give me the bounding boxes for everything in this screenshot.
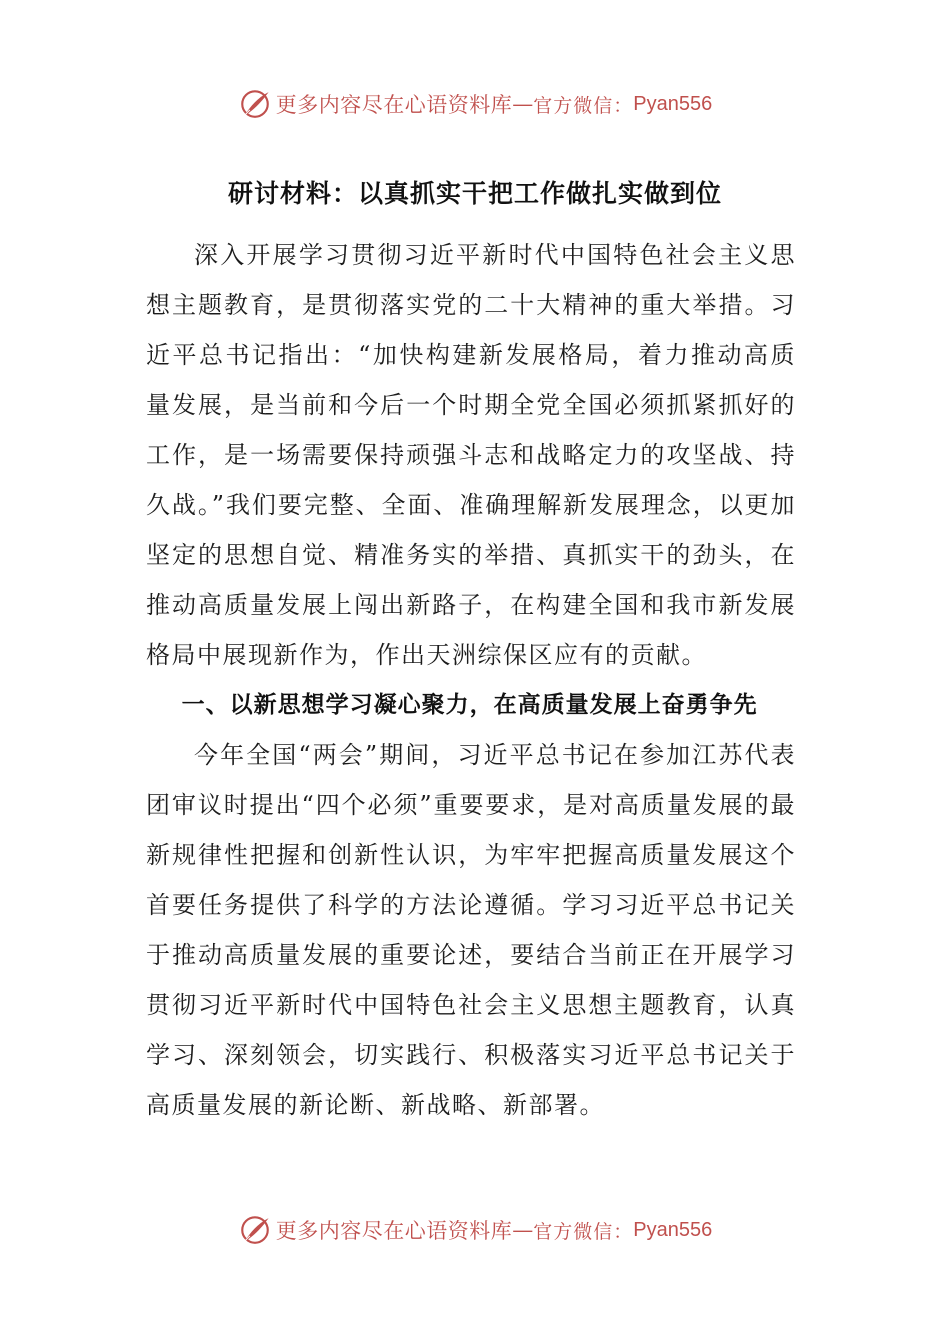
banner-dash: — — [512, 1218, 534, 1242]
footer-banner — [0, 1210, 950, 1250]
document-title: 研讨材料：以真抓实干把工作做扎实做到位 — [227, 179, 722, 208]
banner-sub-text: 官方微信： — [533, 1220, 634, 1243]
banner-main-text: 更多内容尽在心语资料库 — [275, 1219, 513, 1243]
banner-wechat-id: Pyan556 — [633, 1218, 713, 1241]
section-heading: 一、以新思想学习凝心聚力，在高质量发展上奋勇争先 — [181, 692, 758, 718]
banner-dash: — — [512, 92, 534, 116]
header-banner — [0, 84, 950, 124]
body-paragraph: 今年全国“两会”期间，习近平总书记在参加江苏代表团审议时提出“四个必须”重要要求，是对高质量发展的最新规律性把握和创新性认识，为牢牢把握高质量发展这个首要任务提供了科学的方法论遵循。学习习近平总书记关于推动高质量发展的重要论述，要结合当前正在开展学习贯彻习近平新时代中国特色社会主义思想主题教育，认真学习、深刻领会，切实践行、积极落实习近平总书记关于高质量发展的新论断、新战略、新部署。 — [146, 741, 796, 1119]
quill-logo-icon — [238, 87, 272, 121]
quill-logo-icon — [238, 1213, 272, 1247]
banner-main-text: 更多内容尽在心语资料库 — [275, 93, 513, 117]
document-body — [146, 230, 796, 1130]
banner-sub-text: 官方微信： — [533, 94, 634, 117]
banner-wechat-id: Pyan556 — [633, 92, 713, 115]
body-paragraph: 深入开展学习贯彻习近平新时代中国特色社会主义思想主题教育，是贯彻落实党的二十大精神的重大举措。习近平总书记指出：“加快构建新发展格局，着力推动高质量发展，是当前和今后一个时期全党全国必须抓紧抓好的工作，是一场需要保持顽强斗志和战略定力的攻坚战、持久战。”我们要完整、全面、准确理解新发展理念，以更加坚定的思想自觉、精准务实的举措、真抓实干的劲头，在推动高质量发展上闯出新路子，在构建全国和我市新发展格局中展现新作为，作出天洲综保区应有的贡献。 — [146, 241, 796, 669]
